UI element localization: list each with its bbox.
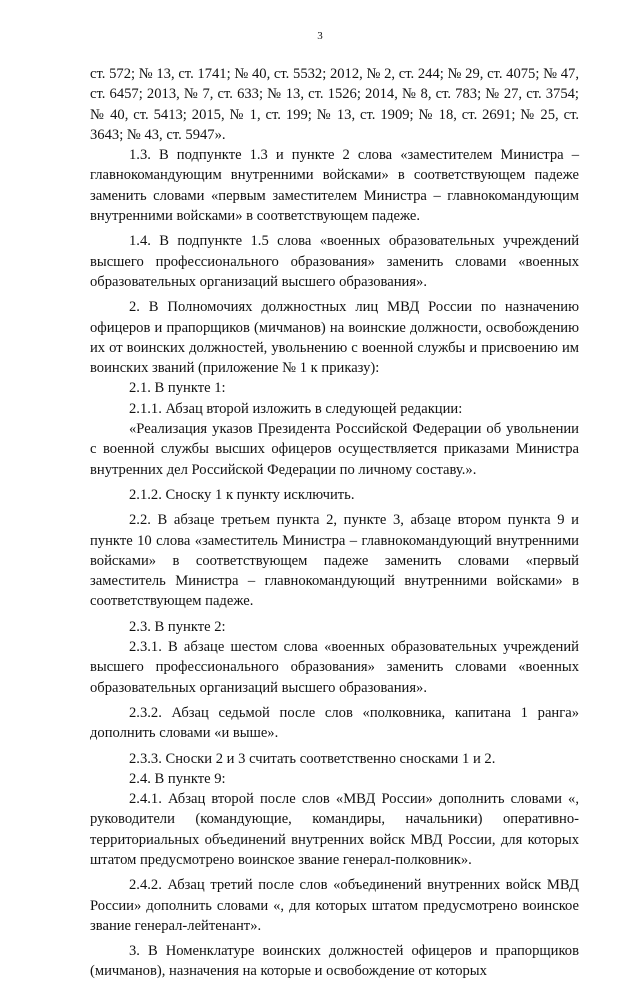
document-body xyxy=(90,64,579,982)
paragraph-2-1: 2.1. В пункте 1: xyxy=(129,380,226,397)
paragraph-2-4-2: 2.4.2. Абзац третий после слов «объединений внутренних войск МВД России» дополнить словами «, для которых штатом предусмотрено воинское звание генерал-лейтенант». xyxy=(90,877,579,934)
paragraph-1-4: 1.4. В подпункте 1.5 слова «военных образовательных учреждений высшего профессионального образования» заменить словами «военных образовательных организаций высшего образования». xyxy=(90,233,579,290)
paragraph-quote: «Реализация указов Президента Российской Федерации об увольнении с военной службы высших офицеров осуществляется приказами Министра внутренних дел Российской Федерации по личному составу.». xyxy=(90,421,579,478)
paragraph-2-4-1: 2.4.1. Абзац второй после слов «МВД России» дополнить словами «, руководители (командующие, командиры, начальники) оперативно-территориальных объединений внутренних войск МВД России, для которых штатом предусмотрено воинское звание генерал-полковник». xyxy=(90,791,579,868)
paragraph-2-3: 2.3. В пункте 2: xyxy=(129,618,226,635)
paragraph-2-3-3: 2.3.3. Сноски 2 и 3 считать соответственно сносками 1 и 2. xyxy=(129,750,496,767)
page-number: 3 xyxy=(317,30,323,42)
paragraph-sources-continuation: ст. 572; № 13, ст. 1741; № 40, ст. 5532; 2012, № 2, ст. 244; № 29, ст. 4075; № 47, ст. 6457; 2013, № 7, ст. 633; № 13, ст. 1526; 2014, № 8, ст. 783; № 27, ст. 3754; № 40, ст. 5413; 2015, № 1, ст. 199; № 13, ст. 1909; № 18, ст. 2691; № 25, ст. 3643; № 43, ст. 5947». xyxy=(90,66,579,143)
paragraph-2: 2. В Полномочиях должностных лиц МВД России по назначению офицеров и прапорщиков (мичманов) на воинские должности, освобождению их от воинских должностей, увольнению с военной службы и присвоению им воинских званий (приложение № 1 к приказу): xyxy=(90,299,579,377)
paragraph-1-3: 1.3. В подпункте 1.3 и пункте 2 слова «заместителем Министра – главнокомандующим внутренними войсками» в соответствующем падеже заменить словами «первым заместителем Министра – главнокомандующим внутренними войсками» в соответствующем падеже. xyxy=(90,147,579,225)
paragraph-2-4: 2.4. В пункте 9: xyxy=(129,770,226,787)
paragraph-2-1-2: 2.1.2. Сноску 1 к пункту исключить. xyxy=(129,486,355,503)
paragraph-2-2: 2.2. В абзаце третьем пункта 2, пункте 3, абзаце втором пункта 9 и пункте 10 слова «заместитель Министра – главнокомандующий внутренними войсками» в соответствующем падеже заменить словами «первый заместитель Министра – главнокомандующий внутренними войсками» в соответствующем падеже. xyxy=(90,512,579,610)
paragraph-2-3-1: 2.3.1. В абзаце шестом слова «военных образовательных учреждений высшего профессионального образования» заменить словами «военных образовательных организаций высшего образования». xyxy=(90,639,579,696)
paragraph-2-3-2: 2.3.2. Абзац седьмой после слов «полковника, капитана 1 ранга» дополнить словами «и выше». xyxy=(90,704,579,742)
paragraph-2-1-1: 2.1.1. Абзац второй изложить в следующей редакции: xyxy=(129,400,463,417)
paragraph-3: 3. В Номенклатуре воинских должностей офицеров и прапорщиков (мичманов), назначения на которые и освобождение от которых xyxy=(90,943,579,980)
